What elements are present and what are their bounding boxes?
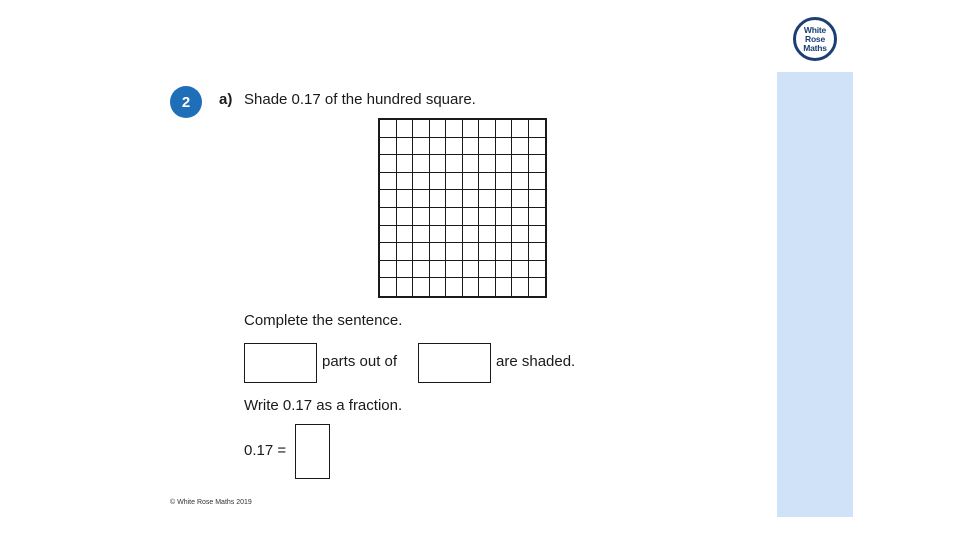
question-text: Shade 0.17 of the hundred square. (244, 91, 476, 108)
grid-cell[interactable] (397, 173, 414, 191)
white-rose-maths-logo (793, 17, 837, 61)
grid-cell[interactable] (479, 155, 496, 173)
grid-cell[interactable] (430, 190, 447, 208)
grid-cell[interactable] (496, 138, 513, 156)
grid-cell[interactable] (512, 243, 529, 261)
parts-answer-box[interactable] (244, 343, 317, 383)
grid-cell[interactable] (380, 261, 397, 279)
grid-cell[interactable] (529, 226, 546, 244)
grid-cell[interactable] (512, 208, 529, 226)
grid-cell[interactable] (397, 138, 414, 156)
grid-cell[interactable] (512, 155, 529, 173)
grid-cell[interactable] (463, 208, 480, 226)
grid-cell[interactable] (413, 155, 430, 173)
grid-cell[interactable] (397, 155, 414, 173)
grid-cell[interactable] (430, 208, 447, 226)
grid-cell[interactable] (479, 190, 496, 208)
grid-cell[interactable] (413, 243, 430, 261)
hundred-square-grid[interactable] (378, 118, 547, 298)
grid-cell[interactable] (446, 138, 463, 156)
grid-cell[interactable] (463, 120, 480, 138)
grid-cell[interactable] (496, 261, 513, 279)
grid-cell[interactable] (479, 120, 496, 138)
grid-cell[interactable] (413, 208, 430, 226)
grid-cell[interactable] (413, 226, 430, 244)
total-answer-box[interactable] (418, 343, 491, 383)
grid-cell[interactable] (496, 155, 513, 173)
grid-cell[interactable] (529, 278, 546, 296)
fraction-instruction: Write 0.17 as a fraction. (244, 397, 403, 414)
grid-cell[interactable] (496, 173, 513, 191)
grid-cell[interactable] (397, 208, 414, 226)
grid-cell[interactable] (529, 208, 546, 226)
grid-cell[interactable] (397, 243, 414, 261)
grid-cell[interactable] (446, 120, 463, 138)
logo-line-3: Maths (803, 42, 827, 53)
grid-cell[interactable] (512, 261, 529, 279)
grid-cell[interactable] (397, 226, 414, 244)
grid-cell[interactable] (380, 278, 397, 296)
sentence-end-text: are shaded. (496, 353, 576, 370)
grid-cell[interactable] (380, 120, 397, 138)
grid-cell[interactable] (430, 173, 447, 191)
grid-cell[interactable] (380, 138, 397, 156)
grid-cell[interactable] (512, 173, 529, 191)
grid-cell[interactable] (397, 190, 414, 208)
side-panel (777, 0, 853, 517)
fraction-lhs: 0.17 = (244, 442, 287, 459)
grid-cell[interactable] (380, 155, 397, 173)
grid-cell[interactable] (413, 138, 430, 156)
grid-cell[interactable] (463, 190, 480, 208)
grid-cell[interactable] (413, 261, 430, 279)
grid-cell[interactable] (446, 261, 463, 279)
grid-cell[interactable] (512, 278, 529, 296)
grid-cell[interactable] (397, 261, 414, 279)
grid-cell[interactable] (512, 190, 529, 208)
grid-cell[interactable] (479, 173, 496, 191)
grid-cell[interactable] (496, 208, 513, 226)
grid-cell[interactable] (463, 155, 480, 173)
grid-cell[interactable] (380, 173, 397, 191)
grid-cell[interactable] (463, 226, 480, 244)
grid-cell[interactable] (512, 120, 529, 138)
grid-cell[interactable] (397, 120, 414, 138)
grid-cell[interactable] (430, 243, 447, 261)
grid-cell[interactable] (529, 173, 546, 191)
grid-cell[interactable] (496, 226, 513, 244)
grid-cell[interactable] (446, 155, 463, 173)
grid-cell[interactable] (430, 155, 447, 173)
logo-line-2: Rose (805, 33, 825, 44)
grid-cell[interactable] (446, 173, 463, 191)
grid-cell[interactable] (413, 173, 430, 191)
grid-cell[interactable] (446, 208, 463, 226)
copyright-notice: © White Rose Maths 2019 (170, 499, 252, 506)
grid-cell[interactable] (529, 138, 546, 156)
grid-cell[interactable] (430, 278, 447, 296)
grid-cell[interactable] (512, 226, 529, 244)
grid-cell[interactable] (380, 208, 397, 226)
grid-cell[interactable] (496, 120, 513, 138)
sentence-middle-text: parts out of (322, 353, 398, 370)
sentence-instruction: Complete the sentence. (244, 312, 403, 329)
grid-cell[interactable] (463, 173, 480, 191)
grid-cell[interactable] (529, 155, 546, 173)
grid-cell[interactable] (380, 226, 397, 244)
grid-cell[interactable] (529, 190, 546, 208)
grid-cell[interactable] (496, 278, 513, 296)
grid-cell[interactable] (479, 138, 496, 156)
grid-cell[interactable] (413, 278, 430, 296)
grid-cell[interactable] (463, 138, 480, 156)
grid-cell[interactable] (430, 120, 447, 138)
question-number-badge: 2 (170, 86, 202, 118)
grid-cell[interactable] (430, 261, 447, 279)
grid-cell[interactable] (463, 261, 480, 279)
grid-cell[interactable] (446, 243, 463, 261)
grid-cell[interactable] (413, 190, 430, 208)
grid-cell[interactable] (529, 261, 546, 279)
grid-cell[interactable] (430, 226, 447, 244)
grid-cell[interactable] (446, 190, 463, 208)
grid-cell[interactable] (479, 243, 496, 261)
grid-cell[interactable] (529, 120, 546, 138)
grid-cell[interactable] (430, 138, 447, 156)
grid-cell[interactable] (479, 261, 496, 279)
grid-cell[interactable] (446, 278, 463, 296)
grid-cell[interactable] (463, 243, 480, 261)
grid-cell[interactable] (479, 278, 496, 296)
grid-cell[interactable] (496, 243, 513, 261)
grid-cell[interactable] (512, 138, 529, 156)
grid-cell[interactable] (380, 190, 397, 208)
grid-cell[interactable] (413, 120, 430, 138)
logo-line-1: White (803, 24, 827, 35)
grid-cell[interactable] (529, 243, 546, 261)
grid-cell[interactable] (479, 226, 496, 244)
grid-cell[interactable] (479, 208, 496, 226)
grid-cell[interactable] (380, 243, 397, 261)
grid-cell[interactable] (446, 226, 463, 244)
question-part-label: a) (219, 91, 233, 108)
grid-cell[interactable] (397, 278, 414, 296)
grid-cell[interactable] (463, 278, 480, 296)
fraction-answer-box[interactable] (295, 424, 330, 479)
grid-cell[interactable] (496, 190, 513, 208)
